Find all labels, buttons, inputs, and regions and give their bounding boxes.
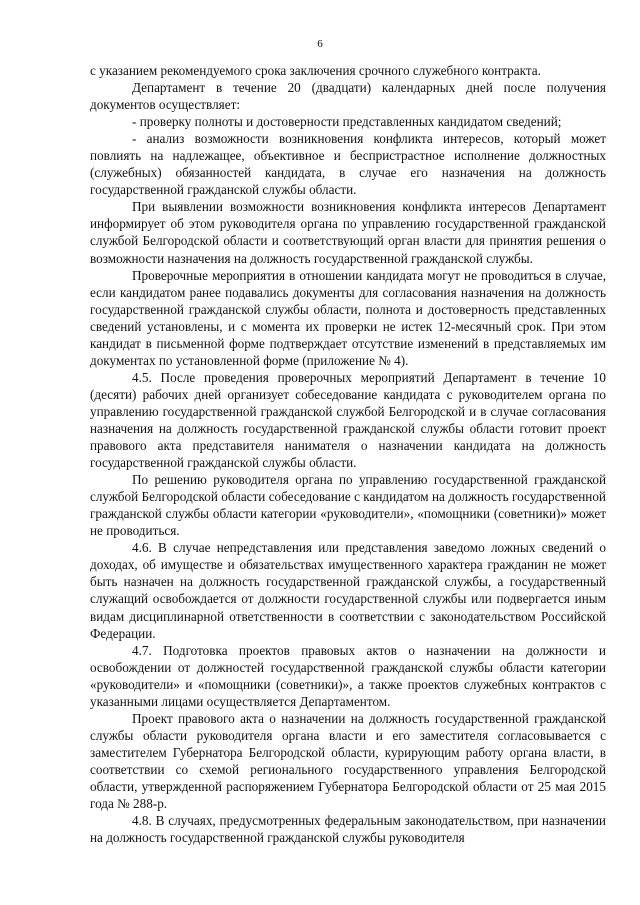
paragraph: 4.5. После проведения проверочных мероприятий Департамент в течение 10 (десяти) рабочих дней организует собеседование кандидата с руководителем органа по управлению государственной гражданской службой Белгородской и в случае согласования назначения на должность государственной гражданской службы области готовит проект правового акта представителя нанимателя о назначении кандидата на должность государственной гражданской службы области. (90, 369, 606, 471)
paragraph: - проверку полноты и достоверности представленных кандидатом сведений; (132, 114, 562, 130)
paragraph: с указанием рекомендуемого срока заключения срочного служебного контракта. (90, 63, 541, 78)
page-number: 6 (317, 38, 323, 50)
paragraph: 4.8. В случаях, предусмотренных федеральным законодательством, при назначении на должность государственной гражданской службы руководителя (90, 813, 606, 846)
paragraph: - анализ возможности возникновения конфликта интересов, который может повлиять на надлежащее, объективное и беспристрастное исполнение должностных (служебных) обязанностей кандидата, в случае его назначения на должность государственной гражданской службы области. (90, 131, 606, 198)
paragraph: При выявлении возможности возникновения конфликта интересов Департамент информирует об этом руководителя органа по управлению государственной гражданской службой Белгородской области и соответствующий орган власти для принятия решения о возможности назначения на должность государственной гражданской службы. (90, 199, 606, 266)
document-body (90, 62, 606, 846)
paragraph: 4.6. В случае непредставления или представления заведомо ложных сведений о доходах, об имуществе и обязательствах имущественного характера гражданин не может быть назначен на должность государственной гражданской службы, а государственный служащий освобождается от должности государственной службы или подвергается иным видам дисциплинарной ответственности в соответствии с законодательством Российской Федерации. (90, 540, 606, 641)
paragraph: Проект правового акта о назначении на должность государственной гражданской службы области руководителя органа власти и его заместителя согласовывается с заместителем Губернатора Белгородской области, курирующим работу органа власти, в соответствии со схемой регионального государственного управления Белгородской области, утвержденной распоряжением Губернатора Белгородской области от 25 мая 2015 года № 288-р. (90, 710, 606, 812)
paragraph: 4.7. Подготовка проектов правовых актов о назначении на должности и освобождении от должностей государственной гражданской службы области категории «руководители» и «помощники (советники)», а также проектов служебных контрактов с указанными лицами осуществляется Департаментом. (90, 642, 606, 709)
paragraph: По решению руководителя органа по управлению государственной гражданской службой Белгородской области собеседование с кандидатом на должность государственной гражданской службы области категории «руководители», «помощники (советники)» может не проводиться. (90, 472, 606, 539)
paragraph: Проверочные мероприятия в отношении кандидата могут не проводиться в случае, если кандидатом ранее подавались документы для согласования назначения на должность государственной гражданской службы области, полнота и достоверность представленных сведений установлены, и с момента их проверки не истек 12-месячный срок. При этом кандидат в письменной форме подтверждает отсутствие изменений в представляемых им документах по установленной форме (приложение № 4). (90, 267, 606, 368)
paragraph: Департамент в течение 20 (двадцати) календарных дней после получения документов осуществляет: (90, 80, 606, 113)
